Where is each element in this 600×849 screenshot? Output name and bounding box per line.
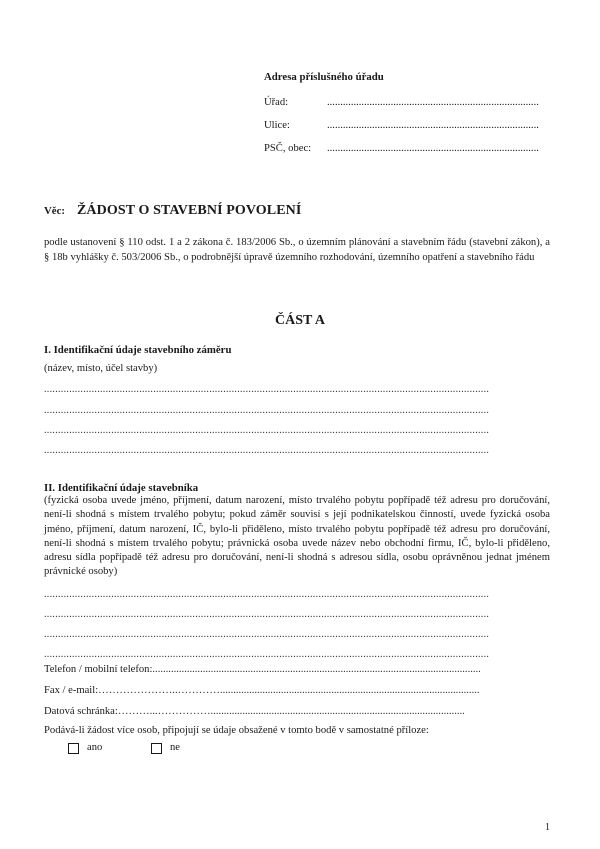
option-no-label: ne [170, 742, 180, 753]
option-no[interactable] [151, 741, 180, 755]
office-field-label: Úřad: [264, 97, 289, 108]
phone-label: Telefon / mobilní telefon: [44, 664, 153, 675]
section2-line-1[interactable]: ............................................................................................................................................................... [44, 589, 490, 600]
option-yes-label: ano [87, 742, 103, 753]
street-field-input[interactable]: ................................................................................ [327, 120, 539, 131]
section1-line-3[interactable]: ............................................................................................................................................................... [44, 425, 490, 436]
office-field-row [264, 96, 554, 110]
checkbox-yes[interactable] [68, 743, 79, 754]
databox-label: Datová schránka: [44, 706, 118, 717]
multiple-applicants-question: Podává-li žádost více osob, připojují se údaje obsažené v tomto bodě v samostatné příloze: [44, 725, 429, 736]
office-field-input[interactable]: ................................................................................ [327, 97, 539, 108]
section1-line-2[interactable]: ............................................................................................................................................................... [44, 405, 490, 416]
legal-basis-text: podle ustanovení § 110 odst. 1 a 2 zákona č. 183/2006 Sb., o územním plánování a stavebním řádu (stavební zákon), a § 18b vyhlášky č. 503/2006 Sb., o podrobnější úpravě územního rozhodování, územního opatření a stavebního řádu [44, 237, 550, 264]
part-title: ČÁST A [275, 313, 325, 328]
subject-label: Věc: [44, 205, 65, 217]
postcode-field-input[interactable]: ................................................................................ [327, 143, 539, 154]
street-field-row [264, 119, 554, 133]
office-address-title: Adresa příslušného úřadu [264, 71, 384, 83]
subject-line [44, 202, 301, 221]
section2-line-4[interactable]: ............................................................................................................................................................... [44, 649, 490, 660]
page-number: 1 [545, 822, 550, 833]
section2-line-3[interactable]: ............................................................................................................................................................... [44, 629, 490, 640]
section1-heading: I. Identifikační údaje stavebního záměru [44, 344, 232, 356]
databox-row [44, 705, 550, 719]
fax-email-label: Fax / e-mail: [44, 685, 99, 696]
checkbox-no[interactable] [151, 743, 162, 754]
section2-line-2[interactable]: ............................................................................................................................................................... [44, 609, 490, 620]
postcode-field-row [264, 142, 554, 156]
fax-email-row [44, 684, 550, 698]
document-title: ŽÁDOST O STAVEBNÍ POVOLENÍ [76, 203, 302, 218]
section2-heading: II. Identifikační údaje stavebníka [44, 482, 199, 494]
phone-input[interactable]: ............................................................................................................................ [152, 664, 481, 675]
databox-input[interactable]: ………...……………................................................................................................ [117, 706, 465, 717]
section2-description: (fyzická osoba uvede jméno, příjmení, datum narození, místo trvalého pobytu popřípadě též adresu pro doručování, není-li shodná s místem trvalého pobytu; pokud záměr souvisí s její podnikatelskou činností, uvede fyzická osoba jméno, příjmení, datum narození, IČ, bylo-li přiděleno, místo trvalého pobytu popřípadě též adresu pro doručování, není-li shodná s místem trvalého pobytu; právnická osoba uvede název nebo obchodní firmu, IČ, bylo-li přiděleno, adresu sídla popřípadě též adresu pro doručování, není-li shodná s adresou sídla, osobu oprávněnou jednat jménem právnické osoby) [44, 495, 550, 578]
street-field-label: Ulice: [264, 120, 290, 131]
fax-email-input[interactable]: …………………..………….................................................................................................. [98, 685, 480, 696]
section1-line-1[interactable]: ............................................................................................................................................................... [44, 384, 490, 395]
phone-row [44, 663, 550, 677]
section1-line-4[interactable]: ............................................................................................................................................................... [44, 445, 490, 456]
section1-hint: (název, místo, účel stavby) [44, 363, 158, 374]
option-yes[interactable] [68, 741, 102, 755]
postcode-field-label: PSČ, obec: [264, 143, 312, 154]
